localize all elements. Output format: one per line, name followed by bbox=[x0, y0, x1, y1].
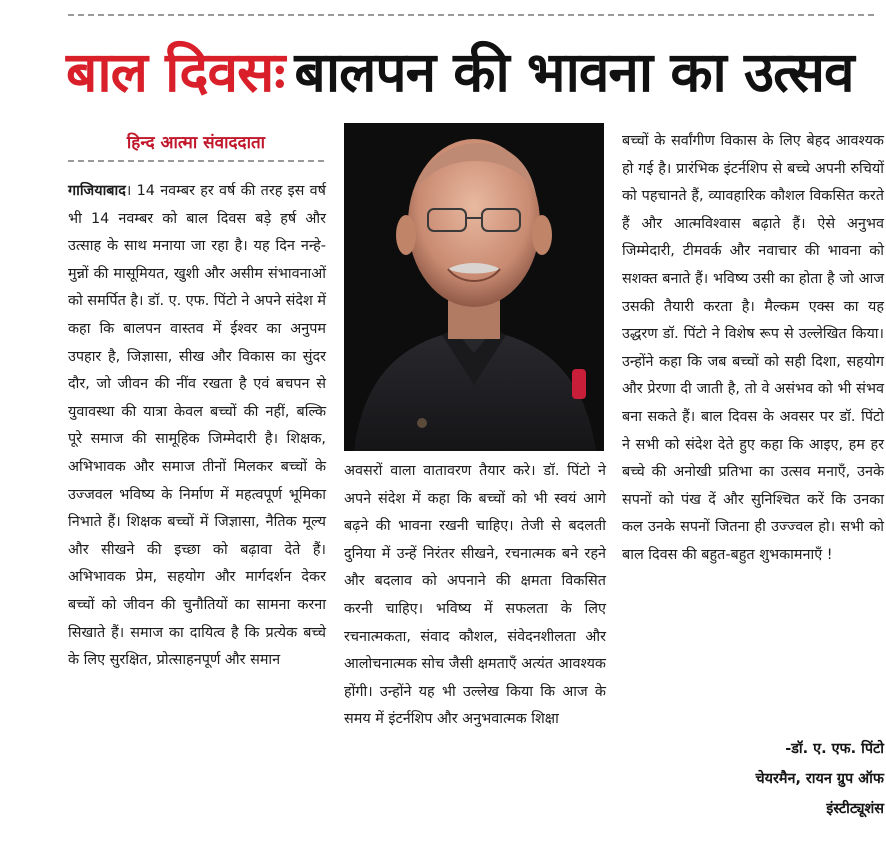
headline-black-part: बालपन की भावना का उत्सव bbox=[294, 39, 854, 104]
byline-dashed-rule bbox=[68, 160, 324, 162]
portrait-photo bbox=[344, 123, 604, 451]
article-column-1 bbox=[68, 178, 326, 675]
article-column-2: अवसरों वाला वातावरण तैयार करे। डॉ. पिंटो ने अपने संदेश में कहा कि बच्चों को भी स्वयं आगे बढ़ने की भावना रखनी चाहिए। तेजी से बदलती दुनिया में उन्हें निरंतर सीखने, रचनात्मक बने रहने और बदलाव को अपनाने की क्षमता विकसित करनी चाहिए। भविष्य में सफलता के लिए रचनात्मकता, संवाद कौशल, संवेदनशीलता और आलोचनात्मक सोच जैसी क्षमताएँ अत्यंत आवश्यक होंगी। उन्होंने यह भी उल्लेख किया कि आज के समय में इंटर्नशिप और अनुभवात्मक शिक्षा bbox=[344, 463, 606, 728]
article-column-3: बच्चों के सर्वांगीण विकास के लिए बेहद आवश्यक हो गई है। प्रारंभिक इंटर्नशिप से बच्चे अपनी रुचियों को पहचानते हैं, व्यावहारिक कौशल विकसित करते हैं और आत्मविश्वास बढ़ाते हैं। ऐसे अनुभव जिम्मेदारी, टीमवर्क और नवाचार की भावना को सशक्त बनाते हैं। भविष्य उसी का होता है जो आज उसकी तैयारी करता है। मैल्कम एक्स का यह उद्धरण डॉ. पिंटो ने विशेष रूप से उल्लेखित किया। उन्होंने कहा कि जब बच्चों को सही दिशा, सहयोग और प्रेरणा दी जाती है, तो वे असंभव को भी संभव बना सकते हैं। बाल दिवस के अवसर पर डॉ. पिंटो ने सभी को संदेश देते हुए कहा कि आइए, हम हर बच्चे की अनोखी प्रतिभा का उत्सव मनाएँ, उनके सपनों को पंख दें और सुनिश्चित करें कि उनका कल उनके सपनों जितना ही उज्ज्वल हो। सभी को बाल दिवस की बहुत-बहुत शुभकामनाएँ ! bbox=[622, 133, 884, 563]
top-dashed-rule bbox=[68, 14, 874, 16]
dateline-place: गाजियाबाद bbox=[68, 183, 126, 199]
signature-title: चेयरमैन, रायन ग्रुप ऑफ bbox=[755, 771, 884, 787]
headline-red-part: बाल दिवसः bbox=[66, 39, 285, 104]
article-column-1-text: । 14 नवम्बर हर वर्ष की तरह इस वर्ष भी 14 नवम्बर को बाल दिवस बड़े हर्ष और उत्साह के साथ मनाया जा रहा है। यह दिन नन्हे-मुन्नों की मासूमियत, खुशी और असीम संभावनाओं को समर्पित है। डॉ. ए. एफ. पिंटो ने अपने संदेश में कहा कि बालपन वास्तव में ईश्वर का अनुपम उपहार है, जिज्ञासा, सीख और विकास का सुंदर दौर, जो जीवन की नींव रखता है एवं बचपन से युवावस्था की यात्रा केवल बच्चों की नहीं, बल्कि पूरे समाज की सामूहिक जिम्मेदारी है। शिक्षक, अभिभावक और समाज तीनों मिलकर बच्चों के उज्जवल भविष्य के निर्माण में महत्वपूर्ण भूमिका निभाते हैं। शिक्षक बच्चों में जिज्ञासा, नैतिक मूल्य और सीखने की इच्छा को बढ़ावा देते हैं। अभिभावक प्रेम, सहयोग और मार्गदर्शन देकर बच्चों को जीवन की चुनौतियों का सामना करना सिखाते हैं। समाज का दायित्व है कि प्रत्येक बच्चे के लिए सुरक्षित, प्रोत्साहनपूर्ण और समान bbox=[68, 183, 327, 669]
headline bbox=[66, 22, 878, 118]
signature-name: -डॉ. ए. एफ. पिंटो bbox=[785, 741, 884, 757]
byline: हिन्द आत्मा संवाददाता bbox=[126, 133, 266, 153]
portrait-illustration bbox=[344, 123, 604, 451]
signature-organization: इंस्टीट्यूशंस bbox=[826, 801, 884, 817]
